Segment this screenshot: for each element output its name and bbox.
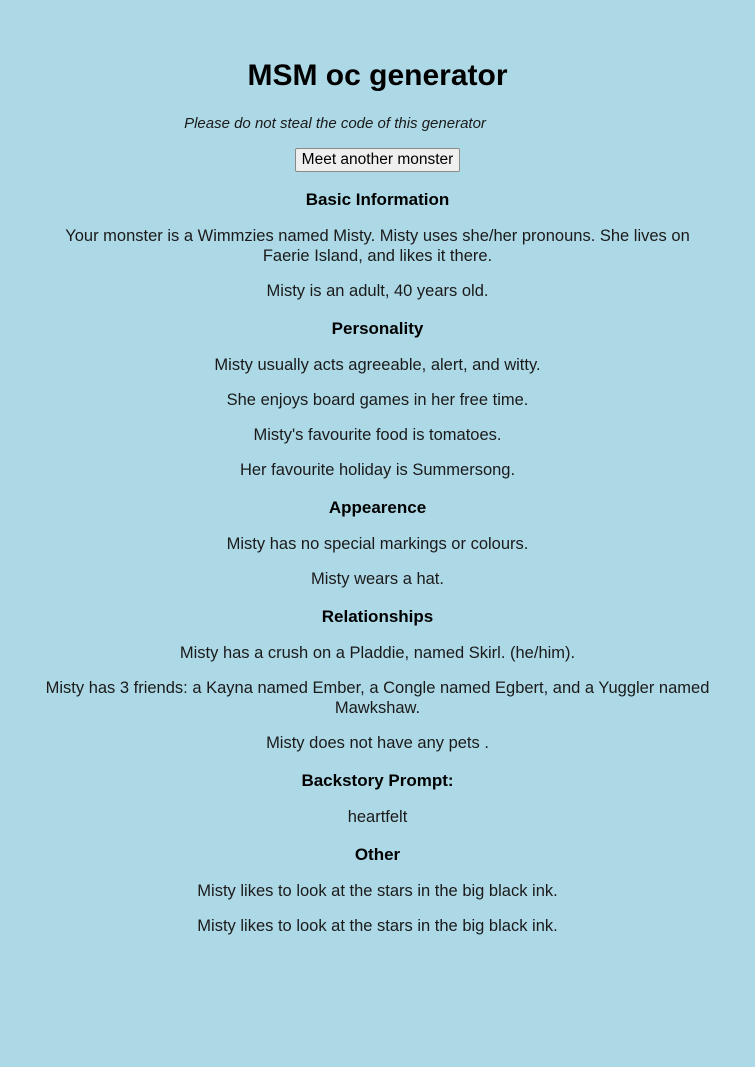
section-personality bbox=[0, 318, 755, 480]
section-heading-personality: Personality bbox=[331, 319, 424, 338]
section-basic-information bbox=[0, 189, 755, 301]
species-name-pronouns-home-text: Your monster is a Wimmzies named Misty. Misty uses she/her pronouns. She lives on Faerie Island, and likes it there. bbox=[65, 227, 690, 265]
section-heading-appearance: Appearence bbox=[328, 498, 427, 517]
page-title: MSM oc generator bbox=[247, 59, 508, 92]
hobby-text: She enjoys board games in her free time. bbox=[226, 391, 529, 409]
section-heading-other: Other bbox=[354, 845, 401, 864]
section-other bbox=[0, 844, 755, 936]
favourite-holiday-text: Her favourite holiday is Summersong. bbox=[239, 461, 516, 479]
other-text-2: Misty likes to look at the stars in the big black ink. bbox=[197, 917, 558, 935]
disclaimer-text: Please do not steal the code of this generator bbox=[184, 115, 486, 132]
section-relationships bbox=[0, 606, 755, 753]
accessory-text: Misty wears a hat. bbox=[311, 570, 444, 588]
friends-text: Misty has 3 friends: a Kayna named Ember, a Congle named Egbert, and a Yuggler named Mawkshaw. bbox=[45, 679, 710, 717]
favourite-food-text: Misty's favourite food is tomatoes. bbox=[253, 426, 502, 444]
section-backstory-prompt bbox=[0, 770, 755, 827]
section-heading-backstory-prompt: Backstory Prompt: bbox=[301, 771, 454, 790]
backstory-prompt-text: heartfelt bbox=[347, 808, 408, 826]
section-heading-basic-information: Basic Information bbox=[305, 190, 450, 209]
pets-text: Misty does not have any pets . bbox=[266, 734, 489, 752]
meet-another-monster-button[interactable]: Meet another monster bbox=[295, 148, 461, 172]
other-text-1: Misty likes to look at the stars in the big black ink. bbox=[197, 882, 558, 900]
age-text: Misty is an adult, 40 years old. bbox=[266, 282, 489, 300]
markings-text: Misty has no special markings or colours. bbox=[226, 535, 529, 553]
crush-text: Misty has a crush on a Pladdie, named Skirl. (he/him). bbox=[179, 644, 576, 662]
section-appearance bbox=[0, 497, 755, 589]
traits-text: Misty usually acts agreeable, alert, and witty. bbox=[214, 356, 541, 374]
section-heading-relationships: Relationships bbox=[321, 607, 434, 626]
